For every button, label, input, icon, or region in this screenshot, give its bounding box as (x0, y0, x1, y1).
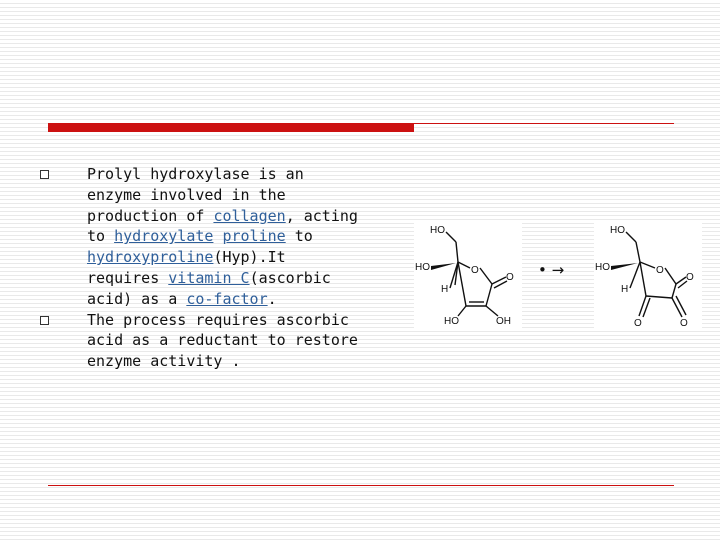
text-segment: , acting to (87, 206, 358, 246)
reaction-arrow: • → (538, 261, 565, 279)
text-segment: Prolyl hydroxylase is an enzyme involved in the production of (87, 165, 304, 225)
bullet-item (36, 164, 366, 310)
label-carbonyl-o: O (506, 272, 514, 283)
ascorbic-acid-structure (414, 222, 522, 330)
label-carbonyl-o: O (686, 272, 694, 283)
title-accent-bar (48, 123, 414, 132)
link-collagen[interactable]: collagen (213, 206, 286, 225)
label-ho-side: HO (595, 262, 610, 273)
link-hydroxyproline[interactable]: hydroxyproline (87, 248, 214, 267)
label-ring-o: O (471, 265, 479, 276)
label-o-bottom-left: O (634, 318, 642, 329)
square-bullet-icon (40, 316, 49, 325)
link-proline[interactable]: proline (222, 227, 286, 246)
label-ho-top: HO (430, 225, 445, 236)
label-h: H (441, 284, 449, 295)
text-segment: to (285, 227, 313, 246)
text-segment: . (267, 289, 277, 308)
wedge-bond (611, 263, 638, 270)
label-ho-side: HO (415, 262, 430, 273)
link-hydroxylate[interactable]: hydroxylate (114, 227, 214, 246)
bullet-item (36, 310, 366, 372)
link-co-factor[interactable]: co-factor (186, 289, 268, 308)
label-ring-o: O (656, 265, 664, 276)
bullet-text (87, 165, 358, 308)
label-ho-bottom: HO (444, 316, 459, 327)
footer-divider-line (48, 485, 674, 486)
wedge-bond (431, 263, 456, 270)
square-bullet-icon (40, 170, 49, 179)
label-ho-top: HO (610, 225, 625, 236)
text-segment: (ascorbic acid) as a (87, 268, 331, 308)
bullet-text: The process requires ascorbic acid as a reductant to restore enzyme activity . (87, 310, 358, 371)
link-vitamin-c[interactable]: vitamin C (168, 268, 250, 287)
label-h: H (621, 284, 629, 295)
title-divider-line (414, 123, 674, 124)
label-o-bottom-right: O (680, 318, 688, 329)
label-oh-bottom: OH (496, 316, 511, 327)
text-segment: (Hyp).It requires (87, 248, 286, 287)
dehydroascorbic-acid-structure (594, 222, 702, 330)
bullet-list (36, 164, 366, 372)
